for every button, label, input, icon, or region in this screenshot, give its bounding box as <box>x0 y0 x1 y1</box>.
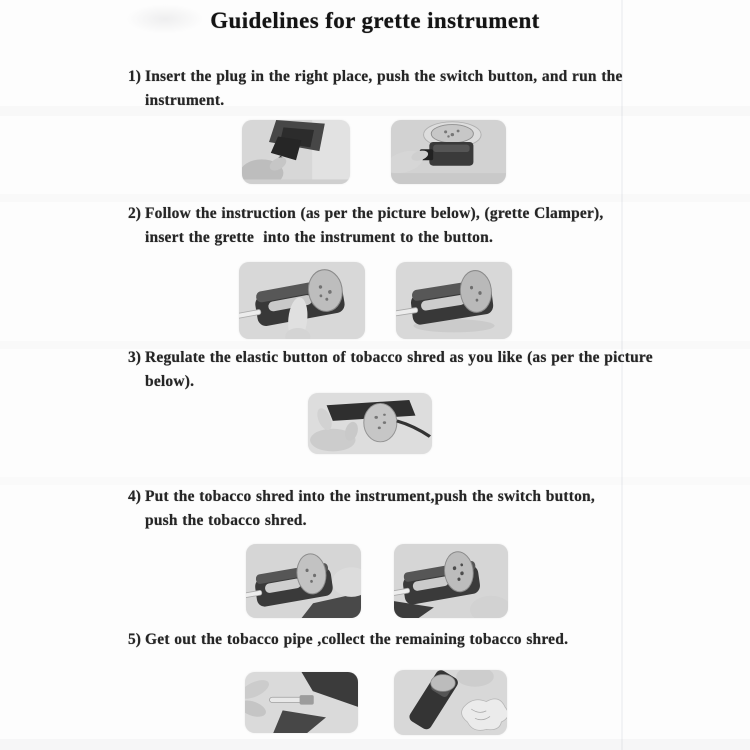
hand-pressing-switch-photo <box>391 120 506 184</box>
step-3-text-line-1: Regulate the elastic button of tobacco shred as you like (as per the picture <box>145 349 653 366</box>
grette-inserted-machine-photo <box>396 262 512 339</box>
step-3 <box>128 346 653 394</box>
step-5-number: 5) <box>128 631 141 648</box>
step-4-text-line-1: Put the tobacco shred into the instrument,push the switch button, <box>145 488 595 505</box>
step-2-text-line-1: Follow the instruction (as per the picture below), (grette Clamper), <box>145 205 604 222</box>
step-1-text-line-1: Insert the plug in the right place, push the switch button, and run the <box>145 68 623 85</box>
step-2-text-line-2: insert the grette into the instrument to the button. <box>145 229 494 246</box>
step-1-text-line-2: instrument. <box>145 92 225 109</box>
page-title: Guidelines for grette instrument <box>210 8 540 33</box>
step-3-text-line-2: below). <box>145 373 195 390</box>
step-5 <box>128 628 568 652</box>
step-1-number: 1) <box>128 68 141 85</box>
step-4 <box>128 485 595 533</box>
filling-tobacco-shred-photo <box>246 544 361 618</box>
scan-streak <box>0 477 750 485</box>
scan-streak <box>0 194 750 202</box>
step-4-number: 4) <box>128 488 141 505</box>
step-2 <box>128 202 603 250</box>
step-2-number: 2) <box>128 205 141 222</box>
step-5-text-line-1: Get out the tobacco pipe ,collect the remaining tobacco shred. <box>145 631 569 648</box>
pushing-tobacco-shred-photo <box>394 544 508 618</box>
hand-inserting-plug-photo <box>242 120 350 184</box>
hands-adjusting-elastic-button-photo <box>308 393 432 454</box>
collecting-tobacco-shred-photo <box>394 670 507 735</box>
scan-streak <box>0 739 750 750</box>
finger-pushing-grette-photo <box>239 262 365 339</box>
removing-tobacco-pipe-photo <box>245 672 358 733</box>
step-4-text-line-2: push the tobacco shred. <box>145 512 307 529</box>
step-1 <box>128 65 623 113</box>
step-3-number: 3) <box>128 349 141 366</box>
